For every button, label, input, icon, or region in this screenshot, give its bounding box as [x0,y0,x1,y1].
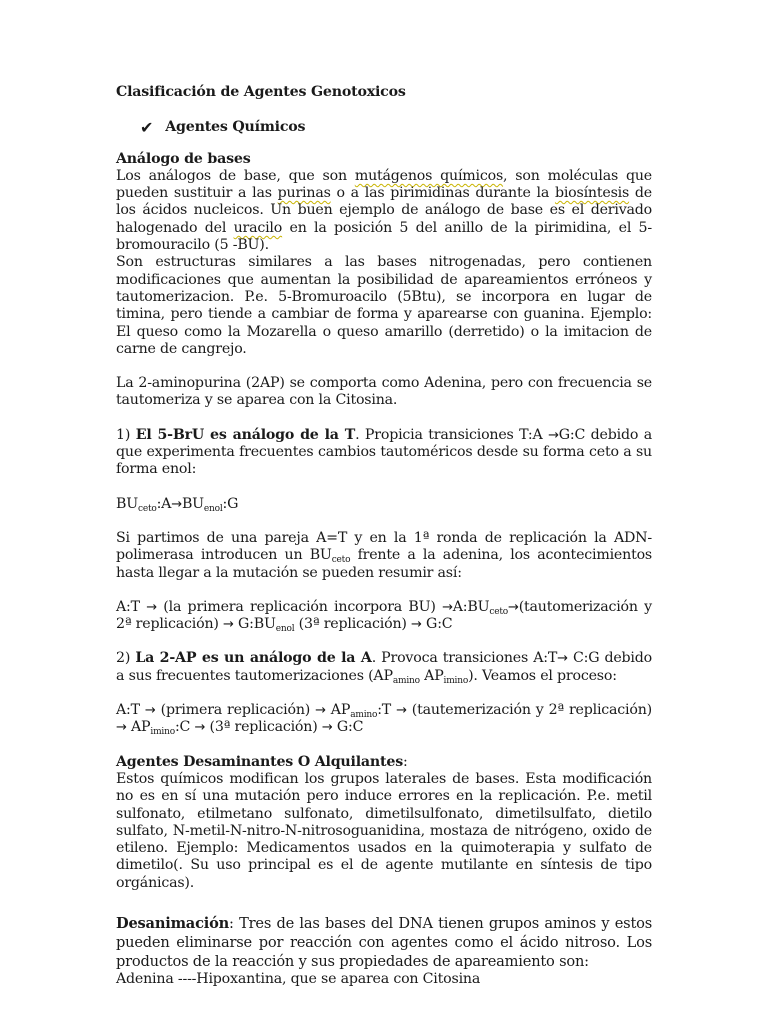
link-uracilo[interactable]: uracilo [233,219,283,236]
text-run: frente a la adenina, los acontecimientos hasta llegar a la mutación se pueden resumir así: [116,547,652,581]
item-number: 2) [116,650,136,667]
text-run: G:BU [233,616,276,633]
text-run: (3ª replicación) [205,719,322,736]
text-run: :C [174,719,195,736]
section-agentes-quimicos [140,119,652,136]
desanimacion-heading: Desanimación [116,914,230,932]
pareja-paragraph [116,530,652,582]
text-run: AP [419,667,444,684]
text-run: AP [131,719,151,736]
item-1 [116,427,652,479]
text-run: C:G debido a sus frecuentes tautomerizaciones (AP [116,650,652,684]
item-number: 1) [116,426,136,443]
text-run: G:C [421,616,453,633]
text-run: o a las pirimidinas durante la [330,185,555,202]
text-run: Los análogos de base, que son [116,167,355,184]
arrow-icon: → [507,599,519,615]
text-run: Si partimos de una pareja A=T y en la 1ª ronda de replicación la ADN-polimerasa introducen un BU [116,529,652,564]
text-run: A:T [116,702,145,719]
text-run: (3ª replicación) [294,616,412,633]
text-run: . Provoca transiciones A:T [371,650,558,667]
subscript: amino [392,675,420,686]
sequence-2 [116,702,652,737]
arrow-icon: → [146,599,157,615]
arrow-icon: → [315,703,326,719]
analogos-heading: Análogo de bases [116,150,251,167]
arrow-icon: → [171,496,182,512]
desaminantes-paragraph: Estos químicos modifican los grupos laterales de bases. Esta modificación no es en sí una mutación pero induce errores en la replicación. P.e. metil sulfonato, etilmetano sulfonato, dimetilsulfonato, dimetilsulfato, dietilo sulfato, N-metil-N-nitro-N-nitrosoguanidina, mostaza de nitrógeno, oxido de etileno. Ejemplo: Medicamentos usados en la quimoterapia y sulfato de dimetilo(. Su uso principal es el de agente mutilante en síntesis de tipo orgánicas). [116,770,652,891]
text-run: A:T [116,598,147,615]
arrow-icon: → [396,703,407,719]
text-run: G:C debido a que experimenta frecuentes cambios tautoméricos desde su forma ceto a su forma enol: [116,426,652,478]
link-biosintesis[interactable]: biosíntesis [554,185,630,202]
text-run: BU [116,495,138,512]
text-run: ). Veamos el proceso: [468,667,617,684]
subscript: amino [350,710,378,721]
text-run: : [403,753,408,770]
text-run: :G [222,495,239,512]
checkmark-icon: ✔ [140,118,154,138]
subscript: ceto [489,606,508,617]
text-run: (tautomerización y 2ª replicación) [116,598,652,633]
item-bold: El 5-BrU es análogo de la T [135,426,356,443]
text-run: :T [377,702,397,719]
text-run: (primera replicación) [155,702,316,719]
item-2 [116,650,652,685]
sequence-1 [116,599,652,634]
link-mutagenos[interactable]: mutágenos químicos [354,167,504,184]
desaminantes-heading: Agentes Desaminantes O Alquilantes [116,753,404,770]
text-run: de los ácidos nucleicos. Un buen ejemplo de análogo de base es el derivado halogenado del [116,185,652,236]
analogos-paragraph-3: La 2-aminopurina (2AP) se comporta como Adenina, pero con frecuencia se tautomeriza y se aparea con la Citosina. [116,375,652,409]
text-run: . Propicia transiciones T:A [355,426,549,443]
text-run: AP [325,702,351,719]
subscript: enol [203,503,223,514]
subscript: ceto [137,503,157,514]
arrow-icon: → [194,720,206,736]
text-run: , son moléculas que pueden sustituir a las [116,167,652,202]
text-run: BU [181,495,204,512]
subscript: enol [275,624,295,635]
subscript: imino [443,675,469,686]
text-run: G:C [332,719,364,736]
formula-1 [116,496,652,513]
subscript: ceto [331,555,351,566]
desanimacion-paragraph [116,914,652,971]
link-purinas[interactable]: purinas [277,185,331,202]
text-run: : Tres de las bases del DNA tienen grupos aminos y estos pueden eliminarse por reacción con agentes como el ácido nitroso. Los productos de la reacción y sus propiedades de apareamiento son: [116,914,652,970]
arrow-icon: → [223,617,234,633]
arrow-icon: → [557,651,568,667]
document-title: Clasificación de Agentes Genotoxicos [116,84,406,100]
text-run: (la primera replicación incorpora BU) [156,598,443,615]
analogos-paragraph-1 [116,168,652,254]
arrow-icon: → [442,599,453,615]
item-bold: La 2-AP es un análogo de la A [135,650,372,667]
arrow-icon: → [321,720,333,736]
desanimacion-line: Adenina ----Hipoxantina, que se aparea con Citosina [116,970,481,987]
arrow-icon: → [116,720,127,736]
arrow-icon: → [144,703,156,719]
analogos-paragraph-2: Son estructuras similares a las bases nitrogenadas, pero contienen modificaciones que aumentan la posibilidad de apareamientos erróneos y tautomerizacion. P.e. 5-Bromuroacilo (5Btu), se incorpora en lugar de timina, pero tiende a cambiar de forma y aparearse con guanina. Ejemplo: El queso como la Mozarella o queso amarillo (derretido) o la imitacion de carne de cangrejo. [116,254,652,357]
arrow-icon: → [411,617,422,633]
subscript: imino [150,727,175,738]
text-run: (tautemerización y 2ª replicación) [406,702,653,719]
arrow-icon: → [548,427,559,443]
text-run: :A [156,495,172,512]
section-label: Agentes Químicos [165,119,306,136]
text-run: A:BU [452,598,490,615]
text-run: en la posición 5 del anillo de la pirimidina, el 5-bromouracilo (5 -BU). [116,219,652,254]
desaminantes-heading-line [116,754,652,771]
